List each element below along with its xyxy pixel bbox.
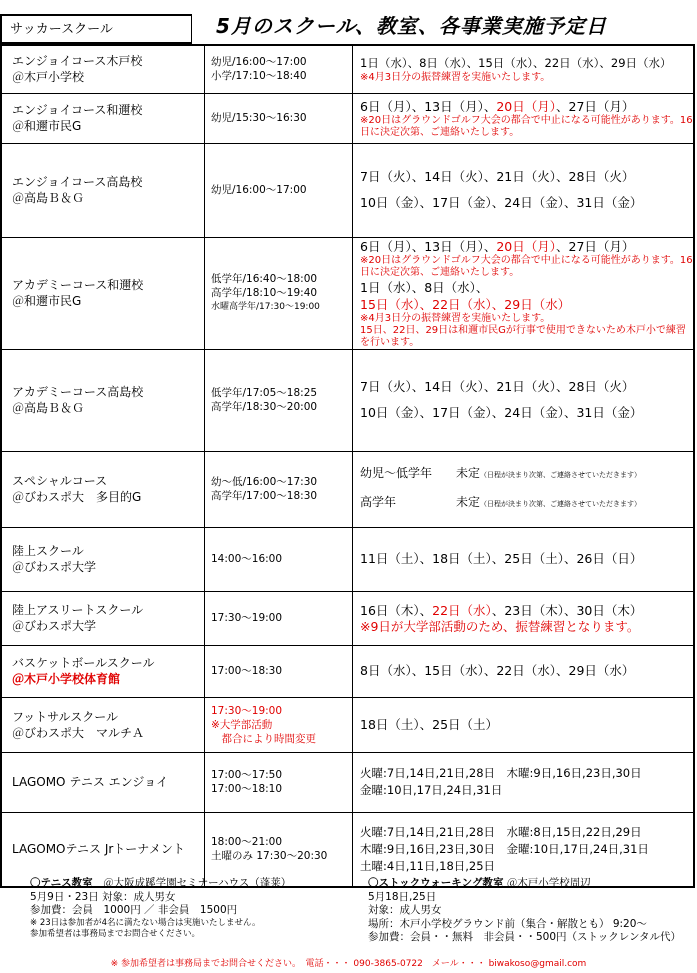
special-line [360,466,693,483]
special-label: 高学年 未定 [360,495,481,509]
program-cell [1,527,205,591]
date-part-highlight: 22日（水） [432,603,492,618]
time-cell [205,237,353,349]
program-venue: ＠びわスポ大学 [12,560,97,574]
schedule-row [1,527,694,591]
date-line: ※9日が大学部活動のため、振替練習となります。 [360,619,640,634]
time-cell [205,45,353,93]
schedule-row [1,591,694,645]
date-line [360,98,693,115]
date-line: 火曜:7日,14日,21日,28日 水曜:8日,15日,22日,29日 [360,824,642,839]
date-line: 11日（土）、18日（土）、25日（土）、26日（日） [360,551,643,566]
date-line [360,279,693,313]
time-slot: 18:00～21:00 [211,836,283,849]
date-line: 8日（水）、15日（水）、22日（水）、29日（水） [360,663,635,678]
date-part-after: 、23日（木）、30日（木） [491,603,643,618]
dates-cell [353,93,695,143]
tennis-venue: ＠大阪成蹊学園セミナーハウス（蓬莱） [103,877,292,889]
program-venue: ＠和邇市民G [12,294,82,308]
dates-cell [353,143,695,237]
schedule-row [1,697,694,752]
date-part-after: 、27日（月） [556,238,635,254]
date-line: 18日（土）、25日（土） [360,716,499,732]
date-part-highlight: 15日（水）、22日（水）、29日（水） [360,296,571,312]
time-slot: 幼～低/16:00～17:30 [211,476,318,488]
date-line: ※4月3日分の振替練習を実施いたします。 [360,71,551,83]
program-cell [1,45,205,93]
time-slot: 小学/17:10～18:40 [211,70,307,83]
tennis-title: 〇テニス教室 [30,877,93,889]
program-name: アカデミーコース高島校 [12,385,144,399]
time-slot: 都合により時間変更 [211,732,316,745]
date-part: 1日（水）、8日（水）、 [360,279,489,295]
program-venue: ＠びわスポ大学 [12,619,97,633]
tennis-dates: 5月9日・23日 対象：成人男女 [30,890,176,903]
dates-cell [353,645,695,697]
date-line: ※20日はグラウンドゴルフ大会の都合で中止になる可能性があります。16日に決定次第、ご連絡いたします。 [360,254,693,278]
time-cell [205,752,353,812]
schedule-row [1,143,694,237]
tennis-fee: 参加費：会員 1000円 ／ 非会員 1500円 [30,904,238,916]
time-slot: 17:00～18:10 [211,783,283,795]
schedule-row [1,812,694,887]
dates-cell [353,451,695,527]
program-name: フットサルスクール [12,709,118,724]
special-line [360,495,693,512]
time-slot: 幼児/16:00～17:00 [211,184,307,196]
tennis-note: ※ 23日は参加者が4名に満たない場合は実施いたしません。 [30,917,261,928]
dates-cell [353,527,695,591]
schedule-row [1,451,694,527]
time-slot: 低学年/16:40～18:00 [211,273,318,285]
date-part: 16日（木）、 [360,603,433,618]
dates-cell [353,591,695,645]
date-part-highlight: 20日（月） [496,98,557,114]
program-cell [1,812,205,887]
time-slot: 17:30～19:00 [211,612,283,624]
dates-cell [353,812,695,887]
time-cell [205,93,353,143]
date-part: 6日（月）、13日（月）、 [360,98,497,114]
program-cell [1,451,205,527]
date-line: 金曜:10日,17日,24日,31日 [360,783,503,797]
program-name: 陸上アスリートスクール [12,603,144,617]
schedule-row [1,45,694,93]
program-cell [1,237,205,349]
schedule-row [1,349,694,451]
program-cell [1,697,205,752]
time-slot: 17:00～18:30 [211,665,283,677]
program-name: スペシャルコース [12,474,108,488]
program-cell [1,93,205,143]
date-line: 10日（金）、17日（金）、24日（金）、31日（金） [360,405,643,420]
program-venue: ＠木戸小学校 [12,70,85,85]
date-line: ※4月3日分の振替練習を実施いたします。 [360,312,551,324]
date-line [360,602,693,619]
date-line: 1日（水）、8日（水）、15日（水）、22日（水）、29日（水） [360,55,672,70]
program-cell [1,143,205,237]
program-name: バスケットボールスクール [12,656,155,670]
walking-fee: 参加費：会員・・無料 非会員・・500円（ストックレンタル代） [368,931,682,943]
time-cell [205,451,353,527]
time-slot: 低学年/17:05～18:25 [211,387,318,399]
tennis-note-contact: 参加希望者は事務局までお問合せください。 [30,928,201,939]
time-cell [205,645,353,697]
program-venue: ＠木戸小学校体育館 [12,672,121,686]
date-line: 7日（火）、14日（火）、21日（火）、28日（火） [360,379,635,394]
dates-cell [353,697,695,752]
date-line: 10日（金）、17日（金）、24日（金）、31日（金） [360,195,643,210]
schedule-row [1,752,694,812]
footer [0,877,697,973]
time-slot: 高学年/18:30～20:00 [211,401,318,413]
walking-dates: 5月18日,25日 [368,890,437,903]
program-cell [1,349,205,451]
date-line: 土曜:4日,11日,18日,25日 [360,858,496,873]
program-cell [1,752,205,812]
program-venue: ＠びわスポ大 マルチＡ [12,725,145,740]
time-cell [205,591,353,645]
schedule-row [1,93,694,143]
date-line: ※20日はグラウンドゴルフ大会の都合で中止になる可能性があります。16日に決定次第、ご連絡いたします。 [360,114,693,138]
time-cell [205,527,353,591]
program-cell [1,591,205,645]
dates-cell [353,237,695,349]
special-label: 幼児～低学年 未定 [360,466,481,480]
program-name: エンジョイコース高島校 [12,175,143,189]
date-part: 6日（月）、13日（月）、 [360,238,497,254]
time-slot: 17:00～17:50 [211,769,283,781]
date-line: 火曜:7日,14日,21日,28日 木曜:9日,16日,23日,30日 [360,766,642,780]
walking-target: 対象：成人男女 [368,904,442,916]
time-slot: 14:00～16:00 [211,553,283,565]
walking-class-info [368,877,697,945]
time-slot: 幼児/16:00～17:00 [211,56,307,69]
time-slot: 17:30～19:00 [211,704,283,717]
program-name: アカデミーコース和邇校 [12,278,144,292]
date-line [360,238,693,255]
time-slot: 高学年/18:10～19:40 [211,287,318,299]
program-name: LAGOMOテニス Jrトーナメント [12,842,185,857]
date-line: 木曜:9日,16日,23日,30日 金曜:10日,17日,24日,31日 [360,841,649,856]
program-venue: ＠高島Ｂ＆Ｇ [12,401,85,415]
date-line: 7日（火）、14日（火）、21日（火）、28日（火） [360,169,635,184]
page-header [0,14,697,46]
walking-venue: ＠木戸小学校周辺 [506,877,591,889]
contact-note: ※ 参加希望者は事務局までお問合せください。 電話・・・ 090-3865-0722 メール・・・ biwakoso@gmail.com [110,959,587,969]
time-slot: 幼児/15:30～16:30 [211,112,307,124]
page-title: 5月のスクール、教室、各事業実施予定日 [216,14,607,38]
time-cell [205,697,353,752]
program-name: エンジョイコース和邇校 [12,103,143,117]
time-slot: 水曜高学年/17:30～19:00 [211,302,320,312]
time-cell [205,812,353,887]
schedule-table [0,44,695,888]
time-cell [205,349,353,451]
program-venue: ＠和邇市民G [12,119,82,133]
program-name: 陸上スクール [12,544,84,558]
special-note: （日程が決まり次第、ご連絡させていただきます） [480,500,642,508]
dates-cell [353,349,695,451]
program-name: エンジョイコース木戸校 [12,54,143,69]
schedule-row [1,645,694,697]
date-part-after: 、27日（月） [556,98,635,114]
program-cell [1,645,205,697]
dates-cell [353,752,695,812]
program-venue: ＠高島Ｂ＆Ｇ [12,191,85,205]
tennis-class-info [30,877,360,940]
time-slot: ※大学部活動 [211,718,273,731]
time-slot: 土曜のみ 17:30～20:30 [211,850,328,863]
date-part-highlight: 20日（月） [496,238,557,254]
time-slot: 高学年/17:00～18:30 [211,490,318,502]
time-cell [205,143,353,237]
special-note: （日程が決まり次第、ご連絡させていただきます） [480,471,642,479]
category-label: サッカースクール [0,14,192,44]
walking-title: 〇ストックウォーキング教室 [368,877,504,889]
schedule-row [1,237,694,349]
walking-place: 場所：木戸小学校グラウンド前（集合・解散とも） 9:20～ [368,917,647,930]
program-name: LAGOMO テニス エンジョイ [12,775,169,789]
date-line: 15日、22日、29日は和邇市民Gが行事で使用できないため木戸小で練習を行います。 [360,324,686,348]
program-venue: ＠びわスポ大 多目的G [12,490,142,504]
dates-cell [353,45,695,93]
